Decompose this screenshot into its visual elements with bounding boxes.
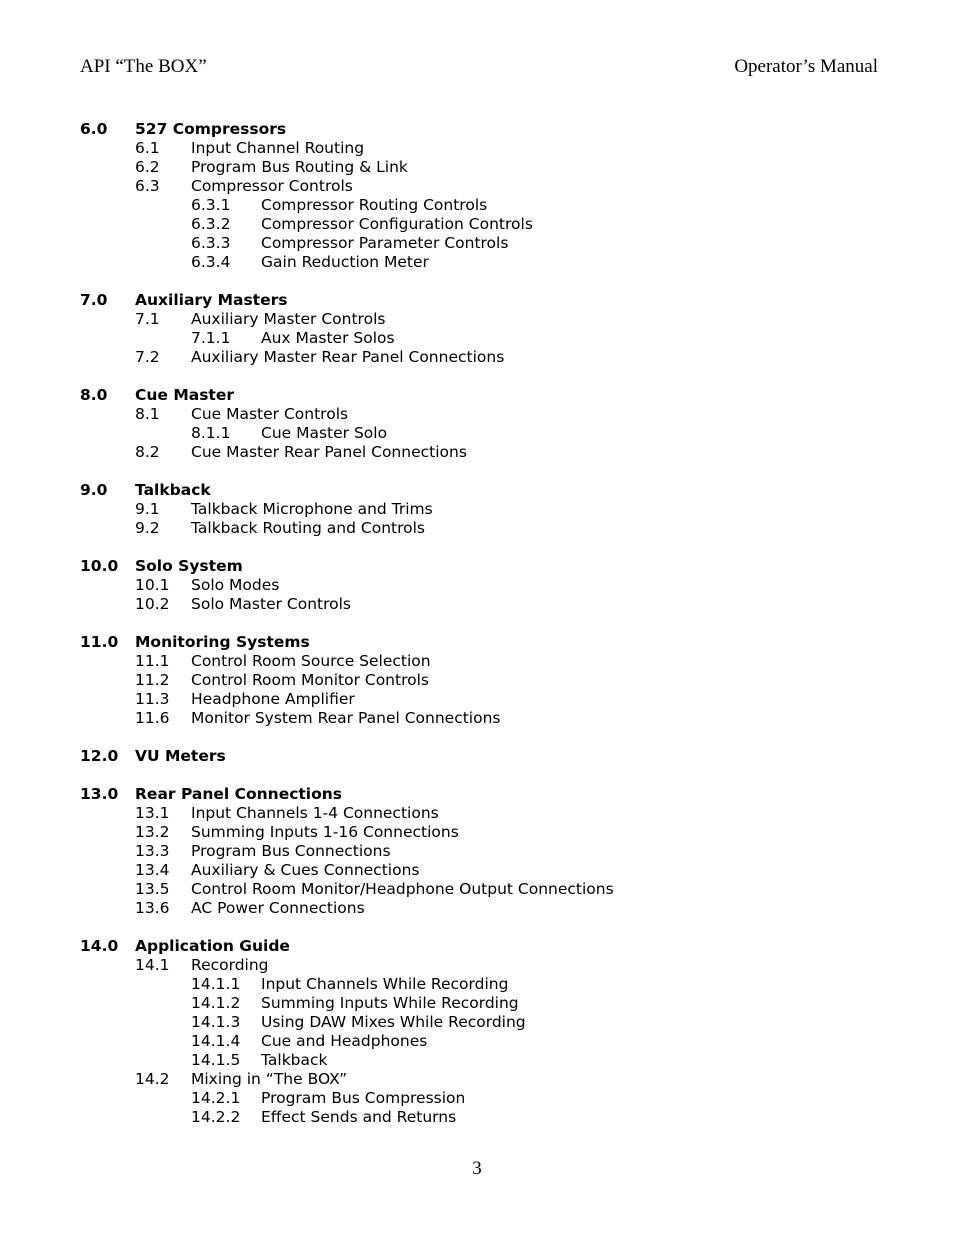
toc-subsection-entry (80, 842, 880, 861)
toc-section (80, 633, 880, 728)
toc-entry-title: Talkback (261, 1051, 328, 1069)
toc-entry-number: 8.1 (135, 405, 160, 423)
toc-entry-title: Headphone Amplifier (191, 690, 355, 708)
toc-subsection-entry (80, 348, 880, 367)
toc-entry-title: Talkback (135, 481, 211, 499)
toc-subsubsection-entry (80, 1013, 880, 1032)
toc-entry-title: Summing Inputs 1-16 Connections (191, 823, 459, 841)
toc-entry-title: Gain Reduction Meter (261, 253, 429, 271)
toc-entry-title: Using DAW Mixes While Recording (261, 1013, 526, 1031)
toc-entry-number: 12.0 (80, 747, 119, 765)
toc-entry-title: Input Channel Routing (191, 139, 365, 157)
toc-entry-number: 7.1 (135, 310, 160, 328)
toc-entry-title: Input Channels 1-4 Connections (191, 804, 439, 822)
toc-chapter-entry (80, 386, 880, 405)
toc-subsection-entry (80, 405, 880, 424)
toc-entry-number: 13.6 (135, 899, 170, 917)
toc-entry-title: 527 Compressors (135, 120, 287, 138)
toc-entry-title: Compressor Controls (191, 177, 353, 195)
toc-entry-number: 6.1 (135, 139, 160, 157)
toc-entry-number: 11.0 (80, 633, 119, 651)
toc-entry-title: Mixing in “The BOX” (191, 1070, 348, 1088)
toc-subsubsection-entry (80, 253, 880, 272)
toc-entry-title: Cue Master Solo (261, 424, 388, 442)
toc-entry-number: 13.4 (135, 861, 170, 879)
toc-entry-number: 11.1 (135, 652, 170, 670)
toc-entry-number: 13.0 (80, 785, 119, 803)
toc-subsection-entry (80, 956, 880, 975)
toc-entry-title: Monitor System Rear Panel Connections (191, 709, 501, 727)
toc-subsection-entry (80, 899, 880, 918)
toc-entry-number: 11.3 (135, 690, 170, 708)
toc-entry-title: Cue Master Controls (191, 405, 349, 423)
toc-entry-number: 8.1.1 (191, 424, 231, 442)
toc-subsubsection-entry (80, 1032, 880, 1051)
toc-entry-number: 13.5 (135, 880, 170, 898)
toc-entry-title: Auxiliary Master Controls (191, 310, 386, 328)
toc-entry-title: Cue Master Rear Panel Connections (191, 443, 467, 461)
toc-entry-title: Solo Master Controls (191, 595, 352, 613)
toc-chapter-entry (80, 747, 880, 766)
toc-subsection-entry (80, 804, 880, 823)
toc-subsubsection-entry (80, 196, 880, 215)
toc-subsection-entry (80, 443, 880, 462)
toc-entry-number: 10.1 (135, 576, 170, 594)
toc-entry-title: Control Room Monitor Controls (191, 671, 429, 689)
toc-entry-number: 14.0 (80, 937, 119, 955)
header-manual-name: Operator’s Manual (734, 56, 878, 77)
toc-entry-number: 7.2 (135, 348, 160, 366)
toc-subsection-entry (80, 861, 880, 880)
toc-entry-title: Summing Inputs While Recording (261, 994, 519, 1012)
toc-entry-number: 6.3.3 (191, 234, 231, 252)
toc-subsubsection-entry (80, 234, 880, 253)
toc-entry-title: Solo Modes (191, 576, 280, 594)
toc-entry-number: 14.1.5 (191, 1051, 241, 1069)
toc-entry-number: 11.2 (135, 671, 170, 689)
toc-subsubsection-entry (80, 424, 880, 443)
toc-subsection-entry (80, 576, 880, 595)
toc-entry-title: Talkback Microphone and Trims (191, 500, 433, 518)
page-number: 3 (472, 1158, 482, 1179)
header-title: API “The BOX” (80, 56, 207, 77)
toc-entry-number: 8.0 (80, 386, 108, 404)
toc-section (80, 481, 880, 538)
toc-subsubsection-entry (80, 329, 880, 348)
toc-subsubsection-entry (80, 994, 880, 1013)
toc-subsection-entry (80, 690, 880, 709)
toc-entry-title: Monitoring Systems (135, 633, 310, 651)
toc-subsection-entry (80, 158, 880, 177)
toc-subsection-entry (80, 310, 880, 329)
toc-entry-number: 11.6 (135, 709, 170, 727)
toc-entry-number: 14.2.2 (191, 1108, 241, 1126)
toc-entry-title: AC Power Connections (191, 899, 365, 917)
toc-entry-number: 14.2 (135, 1070, 170, 1088)
toc-subsection-entry (80, 709, 880, 728)
toc-entry-number: 9.1 (135, 500, 160, 518)
toc-subsection-entry (80, 139, 880, 158)
toc-entry-number: 10.0 (80, 557, 119, 575)
toc-subsubsection-entry (80, 215, 880, 234)
toc-subsubsection-entry (80, 1051, 880, 1070)
toc-section (80, 120, 880, 272)
toc-entry-number: 7.0 (80, 291, 108, 309)
toc-entry-title: Control Room Source Selection (191, 652, 431, 670)
toc-entry-title: Talkback Routing and Controls (191, 519, 425, 537)
toc-entry-number: 14.2.1 (191, 1089, 241, 1107)
toc-subsection-entry (80, 652, 880, 671)
toc-chapter-entry (80, 633, 880, 652)
toc-subsection-entry (80, 1070, 880, 1089)
toc-chapter-entry (80, 481, 880, 500)
toc-entry-number: 6.0 (80, 120, 108, 138)
toc-entry-title: Compressor Routing Controls (261, 196, 488, 214)
toc-entry-number: 13.1 (135, 804, 170, 822)
toc-chapter-entry (80, 785, 880, 804)
toc-entry-number: 7.1.1 (191, 329, 231, 347)
toc-entry-title: Cue Master (135, 386, 234, 404)
toc-entry-title: Program Bus Compression (261, 1089, 466, 1107)
toc-entry-title: Aux Master Solos (261, 329, 395, 347)
toc-section (80, 937, 880, 1127)
toc-entry-title: Application Guide (135, 937, 290, 955)
toc-chapter-entry (80, 120, 880, 139)
toc-entry-number: 8.2 (135, 443, 160, 461)
toc-section (80, 557, 880, 614)
toc-subsection-entry (80, 177, 880, 196)
toc-chapter-entry (80, 557, 880, 576)
toc-subsection-entry (80, 519, 880, 538)
toc-entry-number: 13.2 (135, 823, 170, 841)
toc-entry-number: 6.3.4 (191, 253, 231, 271)
toc-entry-number: 6.2 (135, 158, 160, 176)
toc-entry-title: Control Room Monitor/Headphone Output Connections (191, 880, 614, 898)
toc-subsubsection-entry (80, 1089, 880, 1108)
toc-entry-number: 6.3.1 (191, 196, 231, 214)
toc-entry-title: Auxiliary Master Rear Panel Connections (191, 348, 505, 366)
toc-entry-title: Recording (191, 956, 269, 974)
toc-entry-title: Effect Sends and Returns (261, 1108, 457, 1126)
toc-entry-number: 9.2 (135, 519, 160, 537)
toc-subsection-entry (80, 595, 880, 614)
toc-entry-number: 14.1.4 (191, 1032, 241, 1050)
toc-entry-title: Rear Panel Connections (135, 785, 343, 803)
toc-entry-number: 6.3 (135, 177, 160, 195)
toc-entry-number: 9.0 (80, 481, 108, 499)
toc-chapter-entry (80, 291, 880, 310)
toc-entry-number: 14.1 (135, 956, 170, 974)
toc-entry-title: VU Meters (135, 747, 226, 765)
toc-section (80, 747, 880, 766)
toc-entry-title: Program Bus Connections (191, 842, 391, 860)
toc-entry-number: 14.1.2 (191, 994, 241, 1012)
toc-entry-title: Program Bus Routing & Link (191, 158, 408, 176)
toc-section (80, 785, 880, 918)
toc-subsection-entry (80, 671, 880, 690)
toc-entry-title: Auxiliary & Cues Connections (191, 861, 420, 879)
toc-entry-number: 13.3 (135, 842, 170, 860)
toc-subsection-entry (80, 823, 880, 842)
toc-entry-title: Input Channels While Recording (261, 975, 509, 993)
table-of-contents (80, 120, 880, 1146)
toc-entry-title: Cue and Headphones (261, 1032, 428, 1050)
toc-chapter-entry (80, 937, 880, 956)
toc-entry-number: 6.3.2 (191, 215, 231, 233)
toc-entry-title: Compressor Configuration Controls (261, 215, 533, 233)
toc-subsection-entry (80, 500, 880, 519)
toc-entry-title: Auxiliary Masters (135, 291, 288, 309)
toc-subsubsection-entry (80, 1108, 880, 1127)
toc-section (80, 386, 880, 462)
toc-entry-number: 14.1.1 (191, 975, 241, 993)
toc-entry-number: 14.1.3 (191, 1013, 241, 1031)
toc-entry-title: Solo System (135, 557, 243, 575)
toc-subsubsection-entry (80, 975, 880, 994)
toc-subsection-entry (80, 880, 880, 899)
toc-entry-number: 10.2 (135, 595, 170, 613)
toc-entry-title: Compressor Parameter Controls (261, 234, 509, 252)
toc-section (80, 291, 880, 367)
